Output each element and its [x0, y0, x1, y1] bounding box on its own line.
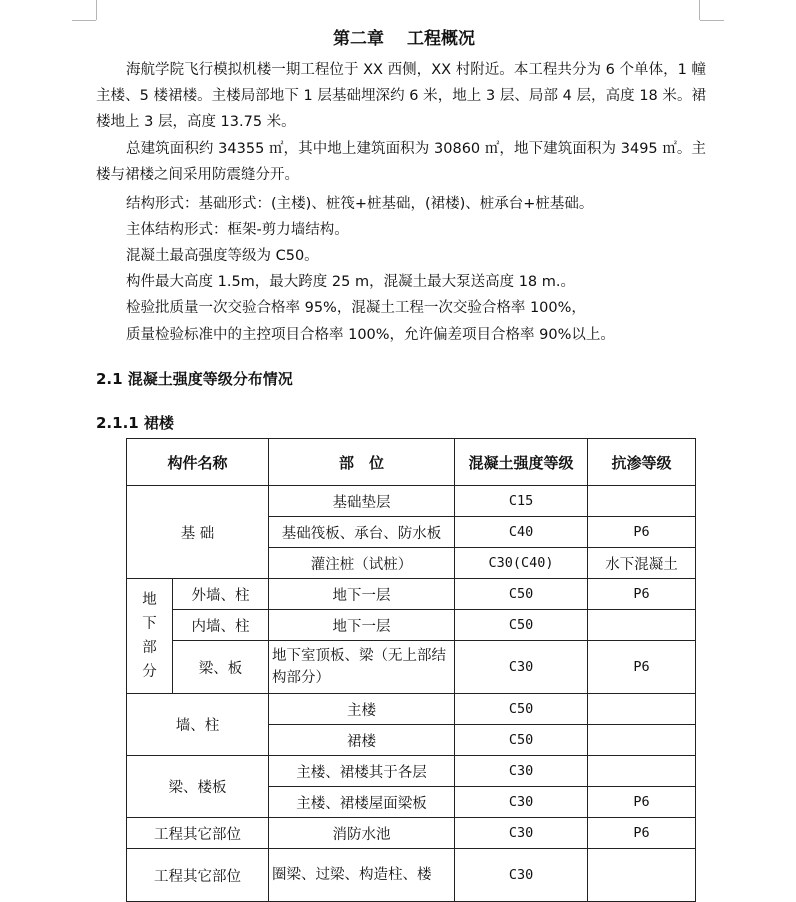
cell-grade: C30 — [455, 818, 588, 849]
cell-grade: C50 — [455, 725, 588, 756]
cell-imperm — [588, 694, 696, 725]
section-heading-2-1: 2.1 混凝土强度等级分布情况 — [96, 370, 293, 388]
table-header-row — [127, 439, 696, 486]
cell-part: 地下一层 — [269, 610, 455, 641]
cell-grade: C30 — [455, 849, 588, 902]
cell-other: 工程其它部位 — [127, 818, 269, 849]
cell-sub: 内墙、柱 — [173, 610, 269, 641]
table-row — [127, 694, 696, 725]
cell-part: 地下一层 — [269, 579, 455, 610]
cell-part: 主楼、裙楼其于各层 — [269, 756, 455, 787]
paragraph-3: 结构形式：基础形式：(主楼)、桩筏+桩基础，(裙楼)、桩承台+桩基础。 — [126, 196, 594, 212]
cell-imperm — [588, 756, 696, 787]
header-concrete-grade: 混凝土强度等级 — [455, 439, 588, 486]
cell-part: 主楼、裙楼屋面梁板 — [269, 787, 455, 818]
cell-imperm: P6 — [588, 787, 696, 818]
cell-grade: C50 — [455, 610, 588, 641]
cell-foundation: 基 础 — [127, 486, 269, 579]
underground-char: 下 — [142, 616, 157, 632]
underground-char: 分 — [142, 664, 157, 680]
cell-part: 消防水池 — [269, 818, 455, 849]
cell-beam-slab: 梁、楼板 — [127, 756, 269, 818]
paragraph-6: 构件最大高度 1.5m，最大跨度 25 m，混凝土最大泵送高度 18 m.。 — [126, 274, 575, 290]
crop-mark-left — [96, 0, 98, 20]
table-row — [127, 486, 696, 517]
cell-sub: 梁、板 — [173, 641, 269, 694]
cell-grade: C30(C40) — [455, 548, 588, 579]
cell-part: 裙楼 — [269, 725, 455, 756]
paragraph-7: 检验批质量一次交验合格率 95%，混凝土工程一次交验合格率 100%， — [126, 300, 586, 316]
cell-part: 地下室顶板、梁（无上部结构部分） — [269, 641, 455, 694]
paragraph-2: 总建筑面积约 34355 ㎡，其中地上建筑面积为 30860 ㎡，地下建筑面积为 3495 ㎡。主楼与裙楼之间采用防震缝分开。 — [96, 141, 706, 183]
chapter-title: 第二章 工程概况 — [333, 29, 475, 49]
table-row — [127, 610, 696, 641]
cell-part: 基础筏板、承台、防水板 — [269, 517, 455, 548]
cell-part: 主楼 — [269, 694, 455, 725]
table-row — [127, 756, 696, 787]
table-row — [127, 849, 696, 902]
table-row — [127, 641, 696, 694]
crop-mark-right-horizontal — [700, 20, 724, 21]
cell-imperm — [588, 486, 696, 517]
cell-underground — [127, 579, 173, 694]
cell-imperm: 水下混凝土 — [588, 548, 696, 579]
cell-imperm: P6 — [588, 517, 696, 548]
paragraph-location — [96, 57, 706, 135]
underground-char: 地 — [142, 592, 157, 608]
table-row — [127, 579, 696, 610]
concrete-grade-table — [126, 438, 696, 902]
cell-grade: C40 — [455, 517, 588, 548]
cell-imperm: P6 — [588, 641, 696, 694]
table-row — [127, 818, 696, 849]
cell-grade: C30 — [455, 756, 588, 787]
paragraph-1: 海航学院飞行模拟机楼一期工程位于 XX 西侧，XX 村附近。本工程共分为 6 个单体，1 幢主楼、5 楼裙楼。主楼局部地下 1 层基础埋深约 6 米，地上 3 层、局部 4 层，高度 18 米。裙楼地上 3 层，高度 13.75 米。 — [96, 62, 706, 130]
paragraph-area — [96, 136, 706, 188]
crop-mark-left-horizontal — [72, 20, 96, 21]
cell-wall-column: 墙、柱 — [127, 694, 269, 756]
paragraph-8: 质量检验标准中的主控项目合格率 100%，允许偏差项目合格率 90%以上。 — [126, 327, 615, 343]
cell-grade: C15 — [455, 486, 588, 517]
cell-other: 工程其它部位 — [127, 849, 269, 902]
cell-imperm — [588, 725, 696, 756]
cell-grade: C50 — [455, 694, 588, 725]
cell-grade: C30 — [455, 641, 588, 694]
cell-part: 圈梁、过梁、构造柱、楼 — [269, 849, 455, 902]
cell-imperm — [588, 610, 696, 641]
paragraph-5: 混凝土最高强度等级为 C50。 — [126, 248, 319, 264]
cell-grade: C50 — [455, 579, 588, 610]
header-impermeability: 抗渗等级 — [588, 439, 696, 486]
cell-imperm — [588, 849, 696, 902]
header-location: 部 位 — [269, 439, 455, 486]
section-heading-2-1-1: 2.1.1 裙楼 — [96, 414, 174, 432]
cell-imperm: P6 — [588, 579, 696, 610]
cell-sub: 外墙、柱 — [173, 579, 269, 610]
cell-grade: C30 — [455, 787, 588, 818]
header-component-name: 构件名称 — [127, 439, 269, 486]
cell-part: 灌注桩（试桩） — [269, 548, 455, 579]
crop-mark-right — [699, 0, 701, 20]
underground-char: 部 — [142, 640, 157, 656]
paragraph-4: 主体结构形式：框架-剪力墙结构。 — [126, 222, 349, 238]
cell-imperm: P6 — [588, 818, 696, 849]
cell-part: 基础垫层 — [269, 486, 455, 517]
